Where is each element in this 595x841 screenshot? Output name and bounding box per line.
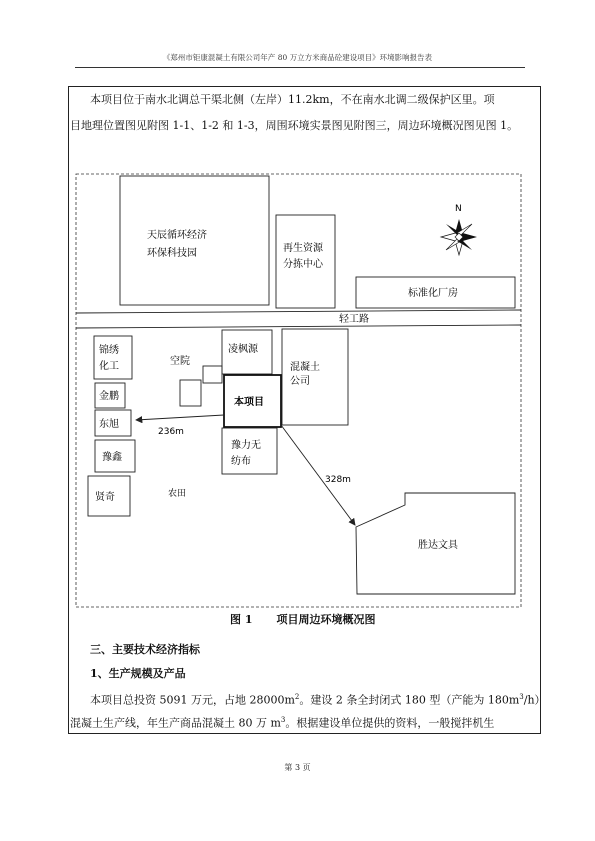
label-nongtian: 农田 — [168, 489, 187, 499]
label-yuxin: 豫鑫 — [102, 452, 122, 463]
label-dist-se: 328m — [325, 475, 351, 485]
label-shengda: 胜达文具 — [418, 540, 458, 551]
label-dongxu: 东旭 — [99, 419, 119, 430]
label-jinxiu-2: 化工 — [99, 361, 119, 372]
label-lingfengyuan: 凌枫源 — [228, 344, 258, 355]
road-label: 轻工路 — [339, 314, 369, 325]
label-tianchen-1: 天辰循环经济 — [147, 230, 207, 241]
scale-line-1-c: /h） — [523, 693, 546, 707]
page-number: 第 3 页 — [284, 763, 311, 772]
figure-caption-title: 项目周边环境概况图 — [276, 613, 376, 626]
road-edge-top — [76, 310, 521, 313]
scale-line-1-sup: 2 — [294, 693, 300, 701]
label-yuli-2: 纺布 — [231, 456, 251, 467]
report-header: 《郑州市钜康混凝土有限公司年产 80 万立方米商品砼建设项目》环境影响报告表 — [162, 53, 433, 62]
figure-caption-number: 图 1 — [230, 613, 253, 626]
scale-line-1-sup2: 3 — [519, 693, 524, 701]
intro-line-1: 本项目位于南水北调总干渠北侧（左岸）11.2km，不在南水北调二级保护区里。项 — [90, 93, 495, 106]
label-jinxiu-1: 锦绣 — [99, 345, 119, 356]
label-kongyuan: 空院 — [170, 356, 190, 367]
label-tianchen-2: 环保科技园 — [147, 248, 197, 259]
label-zaisheng-2: 分拣中心 — [283, 259, 323, 270]
label-biaozhun: 标准化厂房 — [408, 288, 458, 299]
label-benxiangmu: 本项目 — [234, 397, 264, 408]
yard-block-upper — [203, 366, 222, 383]
label-xianqi: 贤奇 — [95, 492, 115, 503]
scale-line-2-a: 混凝土生产线，年生产商品混凝土 80 万 m — [70, 716, 281, 730]
compass-north-label: N — [455, 204, 462, 214]
scale-line-2-b: 。根据建设单位提供的资料，一般搅拌机生 — [285, 716, 495, 730]
compass-rose-icon — [441, 219, 477, 255]
building-yuli — [222, 428, 277, 474]
label-zaisheng-1: 再生资源 — [283, 243, 323, 254]
label-dist-west: 236m — [158, 427, 184, 437]
section-subheading: 1、生产规模及产品 — [90, 667, 186, 680]
label-hunningtu-2: 公司 — [290, 376, 310, 387]
road-edge-bottom — [76, 325, 521, 328]
scale-line-1-a: 本项目总投资 5091 万元，占地 28000m — [90, 693, 295, 707]
section-heading: 三、主要技术经济指标 — [90, 643, 200, 656]
yard-block-lower — [180, 380, 201, 406]
building-jinxiu — [94, 336, 132, 379]
scale-line-1-b: 。建设 2 条全封闭式 180 型（产能为 180m — [299, 693, 520, 707]
arrow-west — [136, 415, 224, 420]
intro-line-2: 目地理位置图见附图 1-1、1-2 和 1-3，周围环境实景图见附图三，周边环境概况图见图 1。 — [70, 119, 519, 132]
label-yuli-1: 豫力无 — [231, 440, 261, 451]
label-hunningtu-1: 混凝土 — [290, 362, 320, 373]
scale-line-1 — [90, 690, 546, 708]
scale-line-2 — [70, 713, 494, 731]
figure-caption — [230, 613, 375, 627]
label-jinpeng: 金鹏 — [99, 391, 119, 402]
scale-line-2-sup: 3 — [280, 716, 286, 724]
